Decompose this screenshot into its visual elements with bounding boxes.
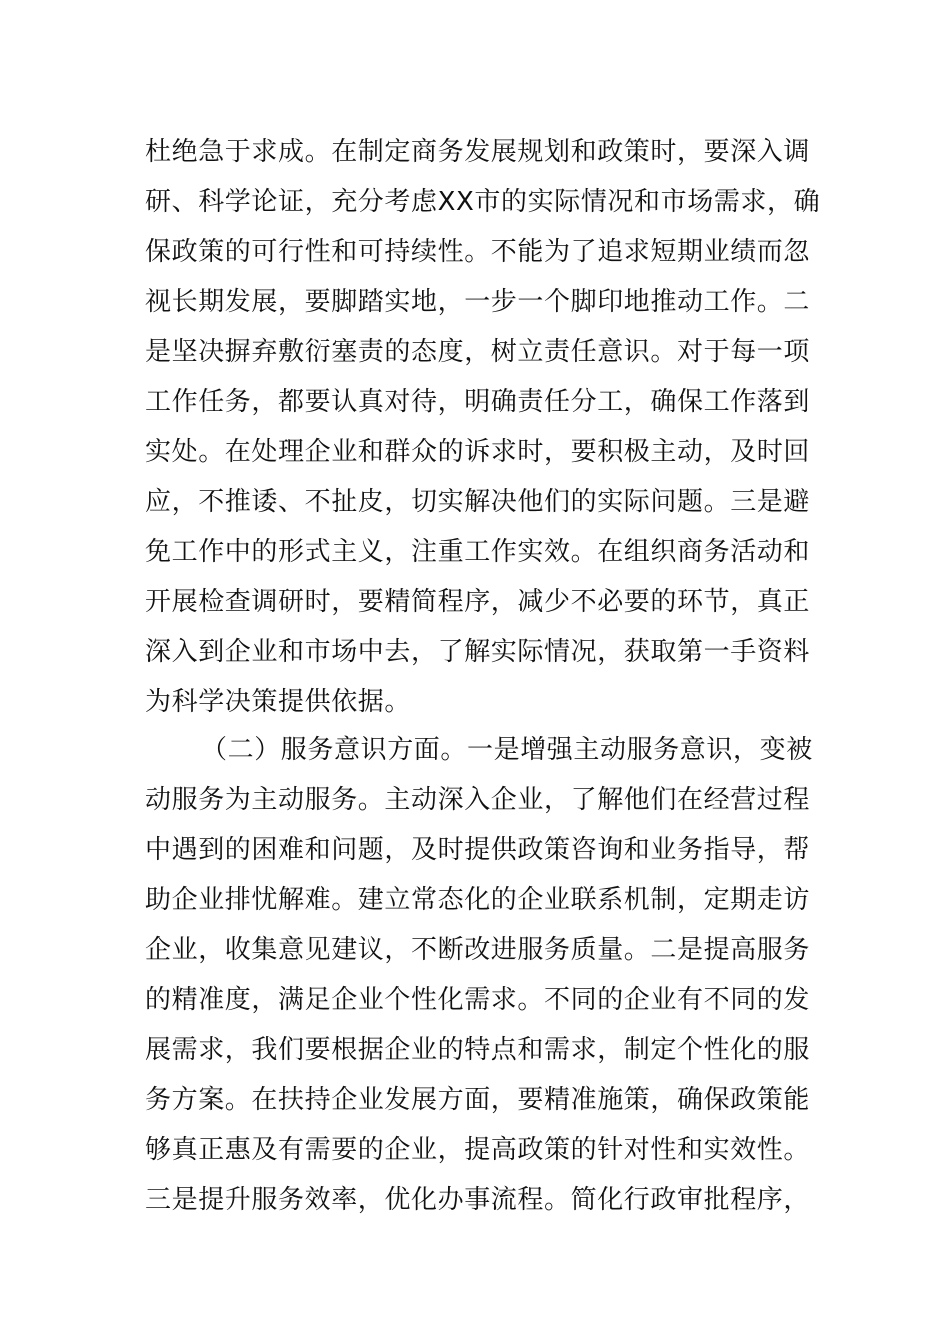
text-line: 视长期发展，要脚踏实地，一步一个脚印地推动工作。二 bbox=[145, 287, 811, 317]
text-line: 研、科学论证，充分考虑XX市的实际情况和市场需求，确 bbox=[145, 187, 821, 217]
text-line: 助企业排忧解难。建立常态化的企业联系机制，定期走访 bbox=[145, 885, 811, 915]
text-line: 应，不推诿、不扯皮，切实解决他们的实际问题。三是避 bbox=[145, 487, 811, 517]
text-line: 深入到企业和市场中去，了解实际情况，获取第一手资料 bbox=[145, 637, 811, 667]
paragraph-service-awareness bbox=[145, 725, 813, 1225]
text-line: 动服务为主动服务。主动深入企业，了解他们在经营过程 bbox=[145, 785, 811, 815]
text-line: 为科学决策提供依据。 bbox=[145, 687, 412, 717]
text-line: 开展检查调研时，要精简程序，减少不必要的环节，真正 bbox=[145, 587, 811, 617]
text-line: 三是提升服务效率，优化办事流程。简化行政审批程序， bbox=[145, 1185, 811, 1215]
text-line: 够真正惠及有需要的企业，提高政策的针对性和实效性。 bbox=[145, 1135, 811, 1165]
text-line: 的精准度，满足企业个性化需求。不同的企业有不同的发 bbox=[145, 985, 811, 1015]
text-line: 企业，收集意见建议，不断改进服务质量。二是提高服务 bbox=[145, 935, 811, 965]
text-line: 展需求，我们要根据企业的特点和需求，制定个性化的服 bbox=[145, 1035, 811, 1065]
text-line: 是坚决摒弃敷衍塞责的态度，树立责任意识。对于每一项 bbox=[145, 337, 811, 367]
text-line: 工作任务，都要认真对待，明确责任分工，确保工作落到 bbox=[145, 387, 811, 417]
text-line: 中遇到的困难和问题，及时提供政策咨询和业务指导，帮 bbox=[145, 835, 811, 865]
text-line: 免工作中的形式主义，注重工作实效。在组织商务活动和 bbox=[145, 537, 811, 567]
text-line: 务方案。在扶持企业发展方面，要精准施策，确保政策能 bbox=[145, 1085, 811, 1115]
section-heading-line: （二）服务意识方面。一是增强主动服务意识，变被 bbox=[201, 735, 813, 765]
text-line: 保政策的可行性和可持续性。不能为了追求短期业绩而忽 bbox=[145, 237, 811, 267]
paragraph-work-style bbox=[145, 127, 821, 727]
text-line: 杜绝急于求成。在制定商务发展规划和政策时，要深入调 bbox=[145, 137, 811, 167]
text-line: 实处。在处理企业和群众的诉求时，要积极主动，及时回 bbox=[145, 437, 811, 467]
